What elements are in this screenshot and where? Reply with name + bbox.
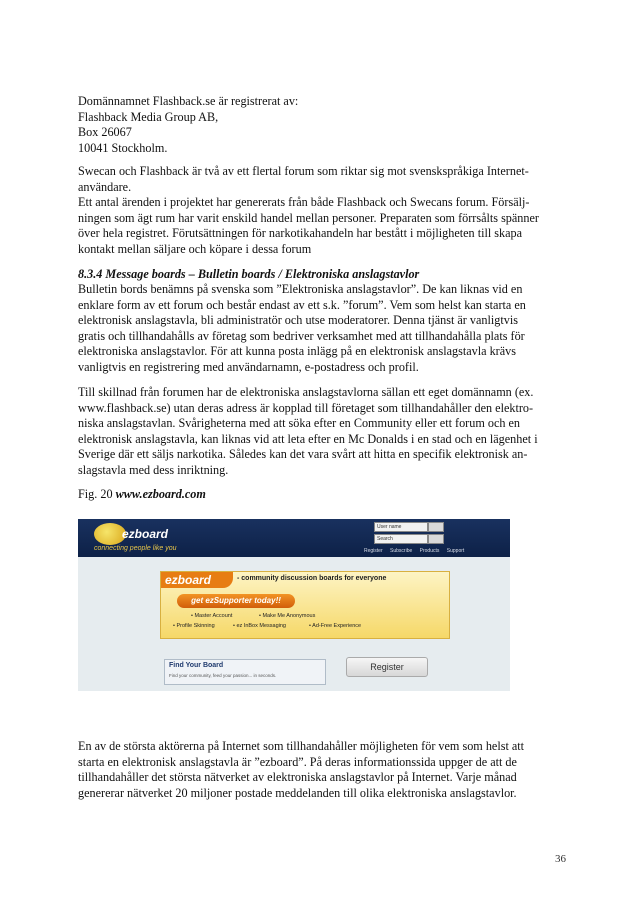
find-board-title: Find Your Board <box>169 662 224 669</box>
text-line: Bulletin bords benämns på svenska som ”Elektroniska anslagstavlor”. De kan liknas vid en <box>78 282 523 296</box>
site-tagline: connecting people like you <box>94 545 177 552</box>
site-header <box>78 519 510 557</box>
banner-tagline: - community discussion boards for everyone <box>237 575 387 582</box>
find-board-subtitle: Find your community, feed your passion... in seconds. <box>169 673 277 678</box>
text-line: niska anslagstavlan. Svårigheterna med att söka efter en Community eller ett forum och en <box>78 416 520 431</box>
text-line: över hela registret. Förutsättningen för narkotikahandeln har bestått i möjligheten till skapa <box>78 226 523 241</box>
text-line: elektronisk anslagstavla, bli administratör och utse moderatorer. Denna tjänst är vanligtvis <box>78 313 518 328</box>
forum-paragraph <box>78 164 564 258</box>
register-button[interactable]: Register <box>346 657 428 677</box>
text-line: elektroniska anslagstavlor. För att kunna posta inlägg på en elektronisk anslagstavla krävs <box>78 344 516 359</box>
text-line: tillhandahåller det största nätverket av elektroniska anslagstavlor på Internet. Varje månad <box>78 770 517 785</box>
promo-button[interactable]: get ezSupporter today!! <box>177 594 295 608</box>
text-line: Sverige där ett säljs narkotika. Således kan det vara svårt att hitta en specifik elektronisk an- <box>78 447 528 462</box>
header-nav <box>364 548 470 554</box>
text-line: genererar nätverket 20 miljoner postade meddelanden till olika elektroniska anslagstavlor. <box>78 785 517 800</box>
text-line: slagstavla med dess inriktning. <box>78 462 229 477</box>
feature-bullet: • Master Account <box>191 613 233 619</box>
figure-link[interactable]: www.ezboard.com <box>115 487 206 501</box>
ezboard-screenshot <box>78 519 510 691</box>
text-line: vanligtvis en registrering med användarnamn, e-postadress och profil. <box>78 359 419 374</box>
text-line: En av de största aktörerna på Internet som tillhandahåller möjligheten för vem som helst att <box>78 739 525 753</box>
feature-bullet: • Profile Skinning <box>173 623 215 629</box>
nav-support[interactable]: Support <box>446 548 465 554</box>
site-logo: ezboard <box>122 527 169 541</box>
feature-bullet: • ez InBox Messaging <box>233 623 286 629</box>
search-field[interactable]: Search <box>374 534 428 544</box>
text-line: 10041 Stockholm. <box>78 140 168 155</box>
search-button[interactable] <box>428 534 444 544</box>
ezboard-paragraph <box>78 739 564 801</box>
bulletin-paragraph <box>78 282 564 376</box>
nav-subscribe[interactable]: Subscribe <box>390 548 413 554</box>
text-line: ningen som ägt rum har varit enskild handel mellan personer. Preparaten som förrsålts spänner <box>78 210 539 225</box>
text-line: www.flashback.se) utan deras adress är kopplad till företaget som tillhandahåller den elektro- <box>78 400 534 415</box>
text-line: Till skillnad från forumen har de elektroniska anslagstavlorna sällan ett eget domännamn (ex. <box>78 385 534 399</box>
feature-bullet: • Ad-Free Experience <box>309 623 362 629</box>
nav-register[interactable]: Register <box>364 548 383 554</box>
figure-label: Fig. 20 <box>78 487 116 501</box>
text-line: Domännamnet Flashback.se är registrerat av: <box>78 94 299 108</box>
login-button[interactable] <box>428 522 444 532</box>
banner-logo: ezboard <box>165 573 212 587</box>
username-field[interactable]: User name <box>374 522 428 532</box>
text-line: användare. <box>78 179 132 194</box>
address-paragraph <box>78 94 564 156</box>
feature-bullet: • Make Me Anonymous <box>259 613 316 619</box>
page-number: 36 <box>555 853 566 865</box>
domain-paragraph <box>78 385 564 479</box>
text-line: Flashback Media Group AB, <box>78 109 219 124</box>
text-line: enklare form av ett forum och består endast av ett s.k. ”forum”. Vem som helst kan starta en <box>78 297 526 312</box>
nav-products[interactable]: Products <box>419 548 440 554</box>
text-line: Ett antal ärenden i projektet har genererats från både Flashback och Swecans forum. Försälj- <box>78 195 530 210</box>
text-line: gratis och tillhandahålls av företag som bedriver verksamhet med att tillhandahålla plats för <box>78 328 525 343</box>
promo-banner <box>160 571 450 639</box>
banner-logo-tab <box>161 572 233 588</box>
find-board-panel <box>164 659 326 685</box>
section-heading: 8.3.4 Message boards – Bulletin boards / Elektroniska anslagstavlor <box>78 267 420 281</box>
text-line: Swecan och Flashback är två av ett flertal forum som riktar sig mot svenskspråkiga Internet- <box>78 164 529 178</box>
figure-caption <box>78 487 564 503</box>
text-line: kontakt mellan säljare och köpare i dessa forum <box>78 241 312 256</box>
text-line: elektronisk anslagstavla, kan liknas vid att leta efter en Mc Donalds i en stad och en lägenhet i <box>78 431 538 446</box>
text-line: starta en elektronisk anslagstavla är ”ezboard”. På deras informationssida uppger de att de <box>78 754 517 769</box>
text-line: Box 26067 <box>78 125 132 140</box>
